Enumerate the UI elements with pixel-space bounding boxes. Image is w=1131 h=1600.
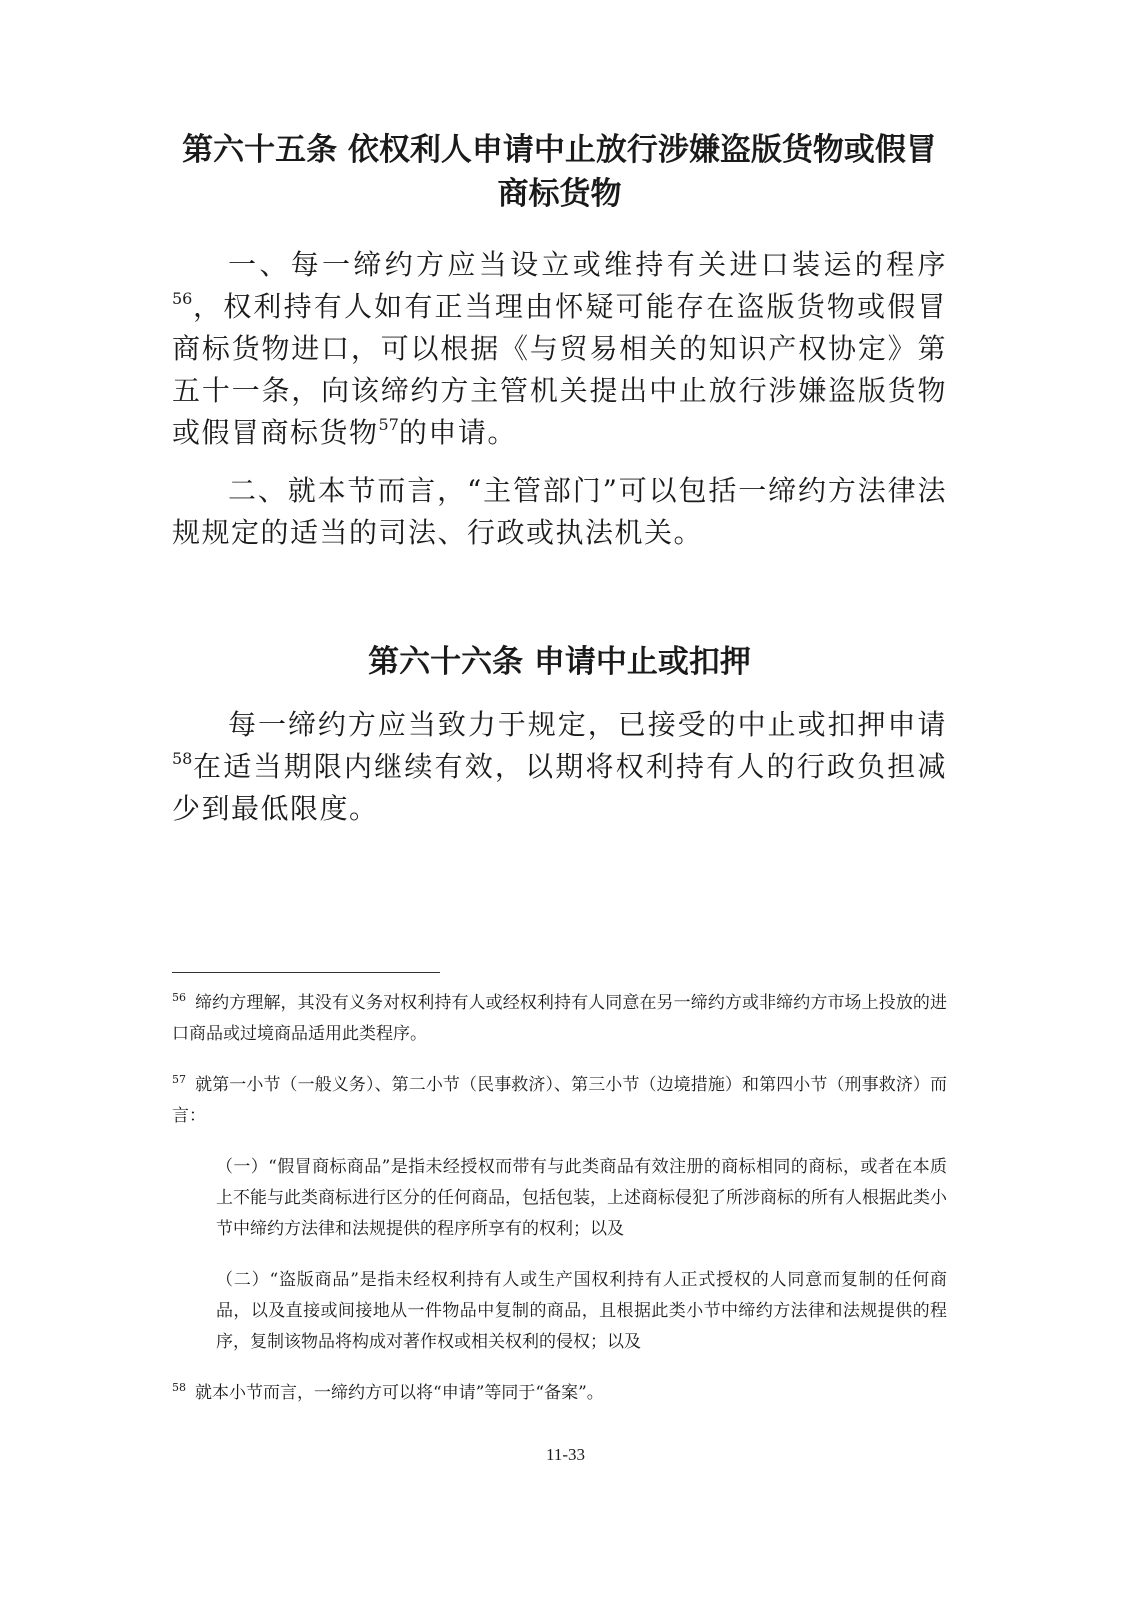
footnote-56 — [172, 988, 947, 1050]
footnotes — [172, 988, 947, 1409]
footnote-56-number: 56 — [172, 991, 186, 1004]
article-65-paragraph-1 — [172, 244, 947, 454]
footnote-57 — [172, 1070, 947, 1132]
footnote-58 — [172, 1378, 947, 1409]
main-body — [172, 128, 947, 830]
footnote-56-text: 缔约方理解，其没有义务对权利持有人或经权利持有人同意在另一缔约方或非缔约方市场上投放的进口商品或过境商品适用此类程序。 — [172, 993, 947, 1044]
footnote-ref-58[interactable]: 58 — [172, 749, 193, 768]
article-65-paragraph-2: 二、就本节而言，“主管部门”可以包括一缔约方法律法规规定的适当的司法、行政或执法机关。 — [172, 474, 947, 549]
footnote-ref-57[interactable]: 57 — [378, 415, 399, 434]
page-number: 11-33 — [545, 1445, 586, 1464]
footnote-57-text: 就第一小节（一般义务）、第二小节（民事救济）、第三小节（边境措施）和第四小节（刑事救济）而言： — [172, 1075, 947, 1126]
article-66-text-a: 每一缔约方应当致力于规定，已接受的中止或扣押申请 — [228, 708, 947, 741]
footnote-57-number: 57 — [172, 1073, 186, 1086]
footnote-58-number: 58 — [172, 1381, 186, 1394]
footnote-58-text: 就本小节而言，一缔约方可以将“申请”等同于“备案”。 — [195, 1383, 604, 1403]
article-65-para1-text-a: 一、每一缔约方应当设立或维持有关进口装运的程序 — [228, 248, 947, 281]
article-65-para1-text-b: ，权利持有人如有正当理由怀疑可能存在盗版货物或假冒商标货物进口，可以根据《与贸易相关的知识产权协定》第五十一条，向该缔约方主管机关提出中止放行涉嫌盗版货物或假冒商标货物 — [172, 290, 947, 449]
article-65-para1-text-c: 的申请。 — [398, 416, 517, 449]
article-66-paragraph — [172, 704, 947, 830]
footnote-57-item-1: （一）“假冒商标商品”是指未经授权而带有与此类商品有效注册的商标相同的商标，或者在本质上不能与此类商标进行区分的任何商品，包括包装，上述商标侵犯了所涉商标的所有人根据此类小节中缔约方法律和法规提供的程序所享有的权利；以及 — [216, 1157, 947, 1239]
article-66-text-b: 在适当期限内继续有效，以期将权利持有人的行政负担减少到最低限度。 — [172, 750, 947, 825]
footnote-57-item-2: （二）“盗版商品”是指未经权利持有人或生产国权利持有人正式授权的人同意而复制的任何商品，以及直接或间接地从一件物品中复制的商品，且根据此类小节中缔约方法律和法规提供的程序，复制该物品将构成对著作权或相关权利的侵权；以及 — [216, 1270, 947, 1352]
article-66-title: 第六十六条 申请中止或扣押 — [368, 644, 751, 680]
footnote-separator — [172, 972, 440, 973]
footnote-ref-56[interactable]: 56 — [172, 289, 193, 308]
article-65-title: 第六十五条 依权利人申请中止放行涉嫌盗版货物或假冒商标货物 — [182, 132, 937, 212]
